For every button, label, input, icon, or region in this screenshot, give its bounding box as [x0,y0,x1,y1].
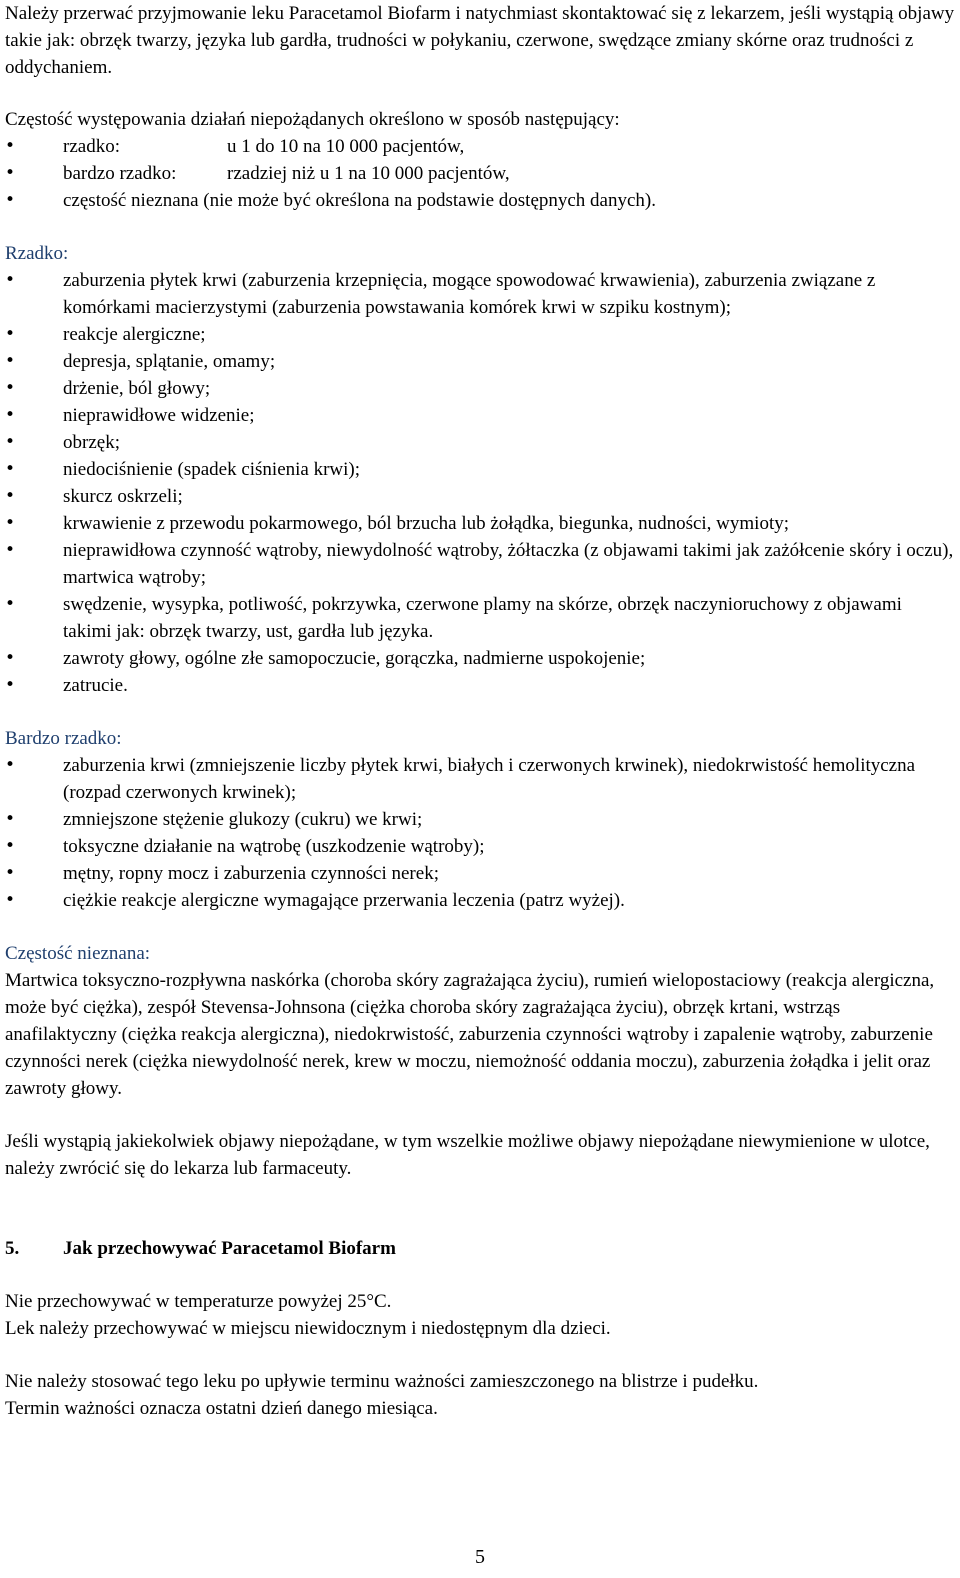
frequency-text: częstość nieznana (nie może być określona na podstawie dostępnych danych). [63,190,656,211]
list-item: • swędzenie, wysypka, potliwość, pokrzywka, czerwone plamy na skórze, obrzęk naczynioruchowy z objawami takimi jak: obrzęk twarzy, ust, gardła lub języka. [5,591,955,645]
section-number: 5. [5,1238,20,1259]
list-item [5,160,955,187]
frequency-list [5,133,955,214]
rare-list [5,267,955,699]
list-item: • depresja, splątanie, omamy; [5,348,955,375]
expiry-line: Termin ważności oznacza ostatni dzień danego miesiąca. [5,1398,438,1419]
list-item [5,133,955,160]
list-item: • zaburzenia krwi (zmniejszenie liczby płytek krwi, białych i czerwonych krwinek), niedokrwistość hemolityczna (rozpad czerwonych krwinek); [5,752,955,806]
list-item [5,187,955,214]
very-rare-list [5,752,955,914]
intro-paragraph: Należy przerwać przyjmowanie leku Paracetamol Biofarm i natychmiast skontaktować się z lekarzem, jeśli wystąpią objawy takie jak: obrzęk twarzy, języka lub gardła, trudności w połykaniu, czerwone, swędzące zmiany skórne oraz trudności z oddychaniem. [5,3,955,78]
rare-heading: Rzadko: [5,243,69,264]
storage-line: Lek należy przechowywać w miejscu niewidocznym i niedostępnym dla dzieci. [5,1318,611,1339]
storage-line: Nie przechowywać w temperaturze powyżej 25°C. [5,1291,392,1312]
list-item: • niedociśnienie (spadek ciśnienia krwi); [5,456,955,483]
very-rare-heading: Bardzo rzadko: [5,728,122,749]
list-item: • drżenie, ból głowy; [5,375,955,402]
list-item: • zaburzenia płytek krwi (zaburzenia krzepnięcia, mogące spowodować krwawienia), zaburzenia związane z komórkami macierzystymi (zaburzenia powstawania komórek krwi w szpiku kostnym); [5,267,955,321]
section-title [5,1235,955,1262]
expiry-line: Nie należy stosować tego leku po upływie terminu ważności zamieszczonego na blistrze i pudełku. [5,1371,759,1392]
unknown-heading: Częstość nieznana: [5,943,151,964]
list-item: • zmniejszone stężenie glukozy (cukru) we krwi; [5,806,955,833]
list-item: • skurcz oskrzeli; [5,483,955,510]
frequency-label: • bardzo rzadko: [63,163,177,184]
list-item: • zatrucie. [5,672,955,699]
list-item: • toksyczne działanie na wątrobę (uszkodzenie wątroby); [5,833,955,860]
report-paragraph: Jeśli wystąpią jakiekolwiek objawy niepożądane, w tym wszelkie możliwe objawy niepożądane niewymienione w ulotce, należy zwrócić się do lekarza lub farmaceuty. [5,1131,930,1179]
list-item: • mętny, ropny mocz i zaburzenia czynności nerek; [5,860,955,887]
list-item: • nieprawidłowa czynność wątroby, niewydolność wątroby, żółtaczka (z objawami takimi jak zażółcenie skóry i oczu), martwica wątroby; [5,537,955,591]
document-page [5,0,955,1422]
page-number: 5 [475,1546,485,1568]
list-item: • obrzęk; [5,429,955,456]
frequency-text: u 1 do 10 na 10 000 pacjentów, [227,136,465,157]
frequency-text: rzadziej niż u 1 na 10 000 pacjentów, [227,163,510,184]
list-item: • krwawienie z przewodu pokarmowego, ból brzucha lub żołądka, biegunka, nudności, wymioty; [5,510,955,537]
list-item: • zawroty głowy, ogólne złe samopoczucie, gorączka, nadmierne uspokojenie; [5,645,955,672]
section-title-text: Jak przechowywać Paracetamol Biofarm [63,1238,396,1259]
list-item: • nieprawidłowe widzenie; [5,402,955,429]
frequency-intro: Częstość występowania działań niepożądanych określono w sposób następujący: [5,109,620,130]
list-item: • ciężkie reakcje alergiczne wymagające przerwania leczenia (patrz wyżej). [5,887,955,914]
unknown-paragraph: Martwica toksyczno-rozpływna naskórka (choroba skóry zagrażająca życiu), rumień wielopostaciowy (reakcja alergiczna, może być ciężka), zespół Stevensa-Johnsona (ciężka choroba skóry zagrażająca życiu), obrzęk krtani, wstrząs anafilaktyczny (ciężka reakcja alergiczna), niedokrwistość, zaburzenia czynności wątroby i zapalenie wątroby, zaburzenie czynności nerek (ciężka niewydolność nerek, krew w moczu, niemożność oddania moczu), zaburzenia żołądka i jelit oraz zawroty głowy. [5,970,935,1099]
list-item: • reakcje alergiczne; [5,321,955,348]
frequency-label: • rzadko: [63,136,120,157]
